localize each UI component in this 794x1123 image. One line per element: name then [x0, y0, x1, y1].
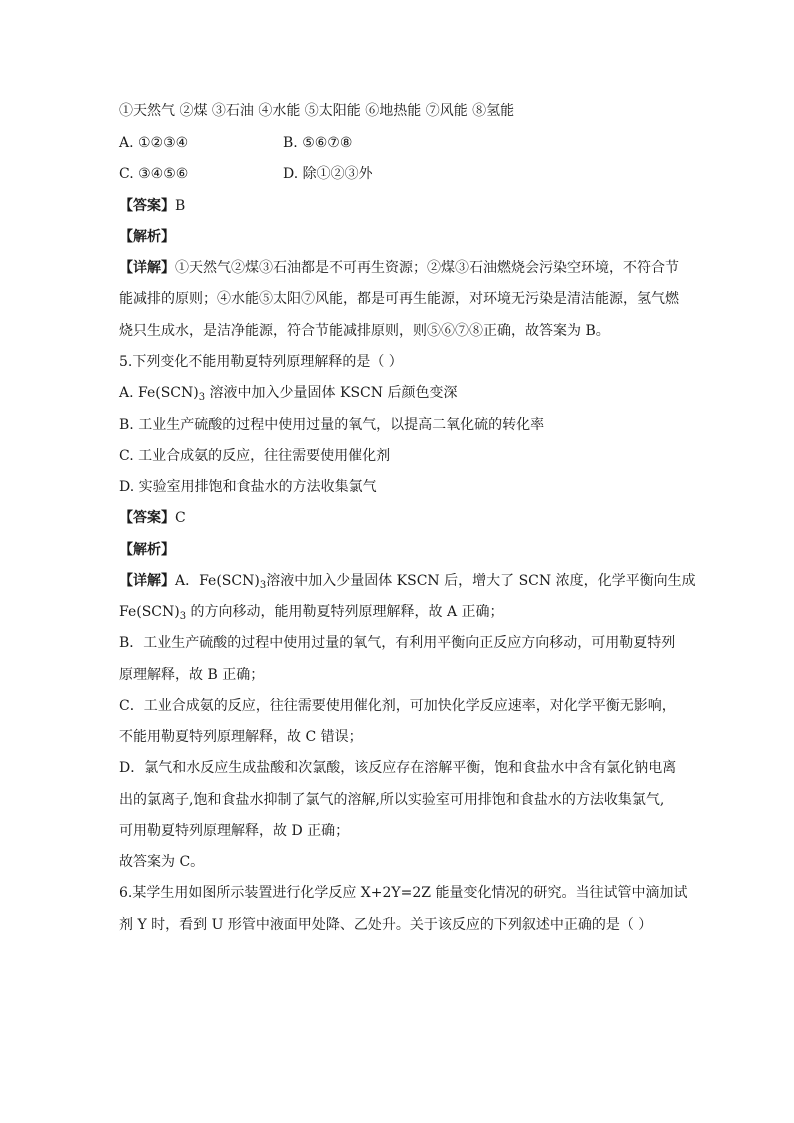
q4-choice-b: B. ⑤⑥⑦⑧ [283, 135, 353, 151]
q5-choice-c: C. 工业合成氨的反应，往往需要使用催化剂 [119, 448, 391, 464]
q4-detail-line-1 [119, 258, 679, 278]
q4-analysis-label: 【解析】 [119, 229, 175, 245]
q5-choice-d: D. 实验室用排饱和食盐水的方法收集氯气 [119, 479, 377, 495]
q5-detail-c-line-1: C．工业合成氨的反应，往往需要使用催化剂，可加快化学反应速率，对化学平衡无影响， [119, 698, 676, 714]
q5-conclusion: 故答案为 C。 [119, 854, 205, 870]
q4-options-list: ①天然气 ②煤 ③石油 ④水能 ⑤太阳能 ⑥地热能 ⑦风能 ⑧氢能 [119, 103, 515, 119]
q6-stem-line-1: 6.某学生用如图所示装置进行化学反应 X+2Y=2Z 能量变化情况的研究。当往试管中滴加试 [119, 885, 688, 901]
detail-formula: A．Fe(SCN) [175, 573, 260, 589]
answer-value: C [175, 510, 186, 526]
q4-detail-line-3: 烧只生成水，是洁净能源，符合节能减排原则，则⑤⑥⑦⑧正确，故答案为 B。 [119, 323, 610, 339]
q5-choice-a [119, 383, 457, 403]
answer-label: 【答案】 [119, 510, 175, 526]
q6-stem-line-2: 剂 Y 时，看到 U 形管中液面甲处降、乙处升。关于该反应的下列叙述中正确的是（ ） [119, 917, 653, 933]
subscript: 3 [198, 392, 206, 403]
subscript: 3 [179, 611, 187, 622]
detail-label: 【详解】 [119, 260, 175, 276]
q4-choice-a: A. ①②③④ [119, 135, 189, 151]
q5-detail-b-line-2: 原理解释，故 B 正确； [119, 667, 265, 683]
q5-detail-c-line-2: 不能用勒夏特列原理解释，故 C 错误； [119, 729, 363, 745]
answer-value: B [175, 198, 186, 214]
detail-text: 的方向移动，能用勒夏特列原理解释，故 A 正确； [186, 604, 504, 620]
q5-detail-d-line-3: 可用勒夏特列原理解释，故 D 正确； [119, 823, 350, 839]
detail-text: ①天然气②煤③石油都是不可再生资源；②煤③石油燃烧会污染空环境，不符合节 [175, 260, 679, 276]
q5-analysis-label: 【解析】 [119, 542, 175, 558]
detail-label: 【详解】 [119, 573, 175, 589]
detail-text: 溶液中加入少量固体 KSCN 后，增大了 SCN 浓度，化学平衡向生成 [266, 573, 696, 589]
q5-choice-a-formula: A. Fe(SCN) [119, 385, 199, 401]
q4-choice-row-1 [119, 133, 188, 153]
q4-choice-c: C. ③④⑤⑥ [119, 166, 189, 182]
q5-detail-b-line-1: B．工业生产硫酸的过程中使用过量的氧气，有利用平衡向正反应方向移动，可用勒夏特列 [119, 635, 676, 651]
q5-detail-a-line-2 [119, 602, 504, 622]
q5-choice-b: B. 工业生产硫酸的过程中使用过量的氧气，以提高二氧化硫的转化率 [119, 417, 545, 433]
answer-label: 【答案】 [119, 198, 175, 214]
q5-detail-d-line-1: D．氯气和水反应生成盐酸和次氯酸，该反应存在溶解平衡，饱和食盐水中含有氯化钠电离 [119, 760, 677, 776]
detail-formula: Fe(SCN) [119, 604, 180, 620]
q5-detail-d-line-2: 出的氯离子,饱和食盐水抑制了氯气的溶解,所以实验室可用排饱和食盐水的方法收集氯气, [119, 792, 665, 808]
q5-detail-a-line-1 [119, 571, 696, 591]
q4-answer [119, 196, 185, 216]
q4-choice-row-2 [119, 164, 188, 184]
q5-answer [119, 508, 186, 528]
q4-detail-line-2: 能减排的原则；④水能⑤太阳⑦风能，都是可再生能源，对环境无污染是清洁能源，氢气燃 [119, 291, 679, 307]
q4-choice-d: D. 除①②③外 [283, 166, 373, 182]
subscript: 3 [259, 580, 267, 591]
q5-choice-a-text: 溶液中加入少量固体 KSCN 后颜色变深 [205, 385, 458, 401]
q5-stem: 5.下列变化不能用勒夏特列原理解释的是（ ） [119, 354, 403, 370]
